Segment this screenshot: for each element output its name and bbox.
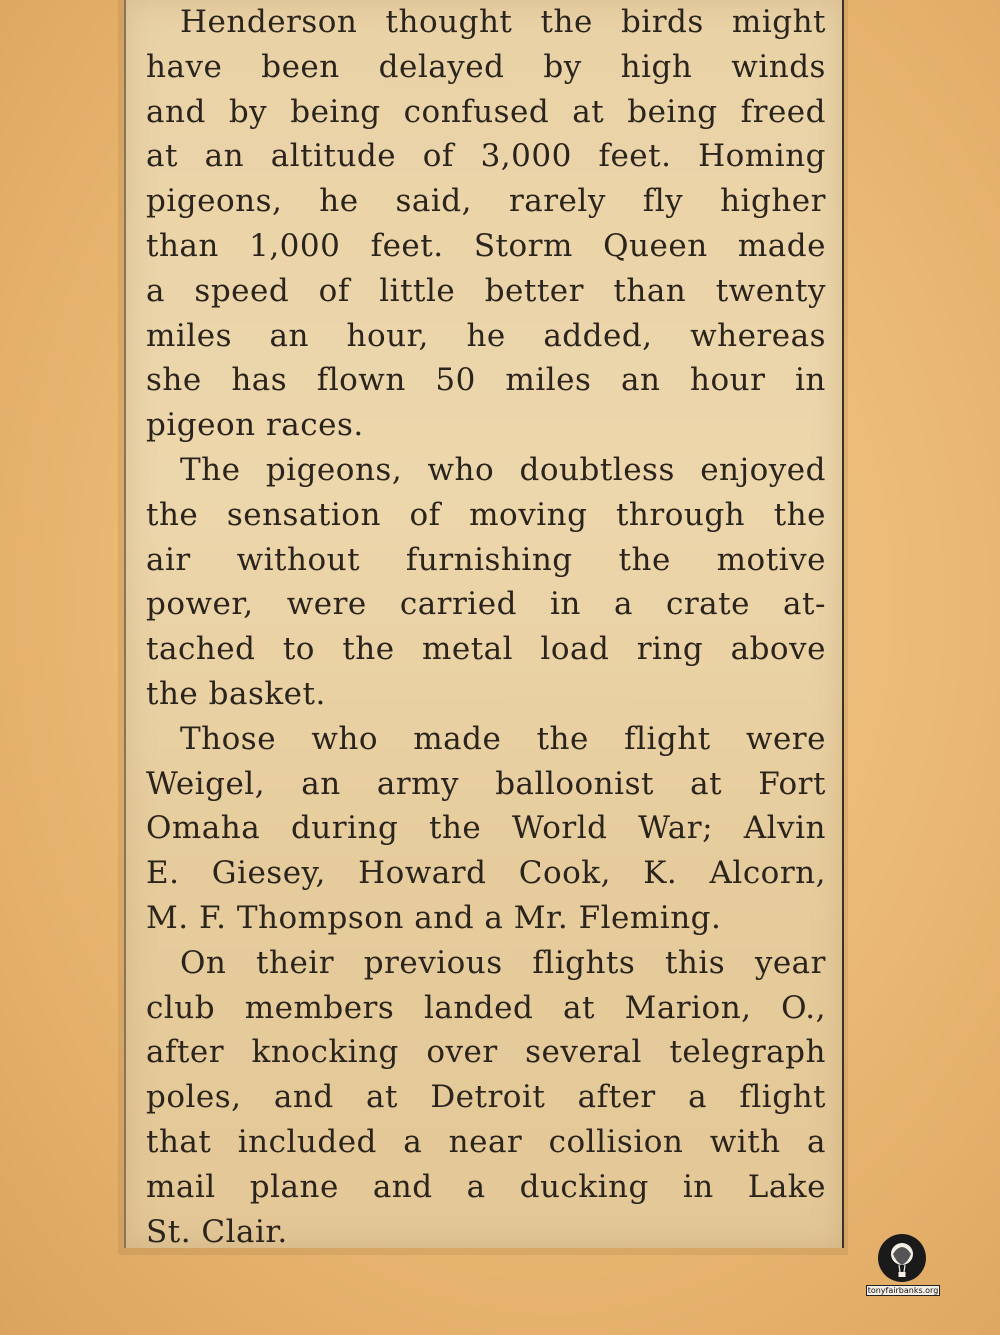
- article-line: On their previous flights this year: [180, 944, 826, 981]
- article-line: club members landed at Marion, O.,: [146, 989, 826, 1026]
- article-line: poles, and at Detroit after a flight: [146, 1079, 826, 1116]
- article-line: miles an hour, he added, whereas: [146, 317, 826, 354]
- newspaper-clipping: [124, 0, 844, 1248]
- article-line: the basket.: [146, 675, 326, 712]
- article-line: and by being confused at being freed: [146, 93, 826, 130]
- article-line: pigeon races.: [146, 407, 364, 444]
- watermark-text: tonyfairbanks.org: [867, 1286, 939, 1295]
- article-paragraph: [146, 0, 826, 448]
- article-line: pigeons, he said, rarely fly higher: [146, 183, 826, 220]
- article-line: the sensation of moving through the: [146, 496, 826, 533]
- article-line: have been delayed by high winds: [146, 48, 826, 85]
- article-line: air without furnishing the motive: [146, 541, 826, 578]
- article-line: Weigel, an army balloonist at Fort: [146, 765, 826, 802]
- article-line: after knocking over several telegraph: [146, 1034, 826, 1071]
- article-line: power, were carried in a crate at-: [146, 586, 826, 623]
- article-line: Omaha during the World War; Alvin: [146, 810, 826, 847]
- article-line: Henderson thought the birds might: [180, 4, 826, 40]
- article-line: a speed of little better than twenty: [146, 272, 826, 309]
- article-line: than 1,000 feet. Storm Queen made: [146, 227, 826, 264]
- article-line: mail plane and a ducking in Lake: [146, 1168, 826, 1205]
- article-line: The pigeons, who doubtless enjoyed: [180, 451, 826, 488]
- article-paragraph: [146, 717, 826, 941]
- article-paragraph: [146, 448, 826, 717]
- article-line: E. Giesey, Howard Cook, K. Alcorn,: [146, 855, 826, 892]
- article-line: she has flown 50 miles an hour in: [146, 362, 826, 399]
- article-line: St. Clair.: [146, 1213, 288, 1250]
- article-paragraph: [146, 941, 826, 1255]
- article-body: [146, 0, 826, 1254]
- article-line: Those who made the flight were: [180, 720, 826, 757]
- article-line: M. F. Thompson and a Mr. Fleming.: [146, 899, 722, 936]
- article-line: tached to the metal load ring above: [146, 631, 826, 668]
- article-line: at an altitude of 3,000 feet. Homing: [146, 138, 826, 175]
- article-line: that included a near collision with a: [146, 1123, 826, 1160]
